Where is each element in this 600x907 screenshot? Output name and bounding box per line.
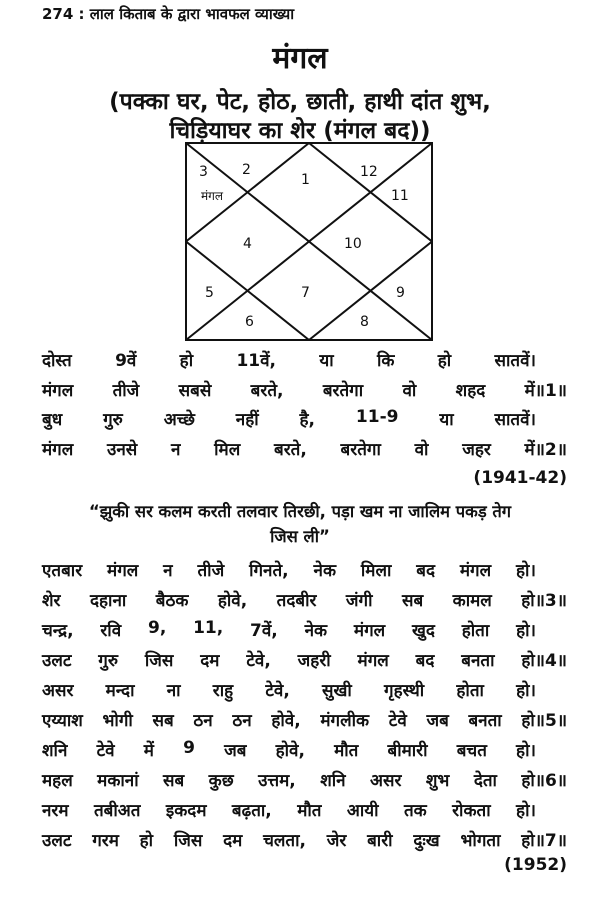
house-1: 1 [301,172,310,188]
verse-word: राहु [212,681,234,701]
verse-word: तबीअत [93,801,141,821]
verse-word: या [319,351,334,371]
verse-word: हो॥5॥ [521,711,567,731]
verse-word: सब [401,591,424,611]
verse-word: हो। [516,561,536,581]
verse-word: हो। [516,681,536,701]
verse-line [42,738,536,761]
house-12: 12 [360,164,378,180]
verse-word: बद [415,651,435,671]
verse-word: बीमारी [387,741,428,761]
verse-word: हो [139,831,154,851]
verse-word: नहीं [235,410,259,430]
verse-word: मिला [360,561,392,581]
verse-line [42,648,567,671]
page-title: मंगल [272,41,328,76]
house-10: 10 [344,236,362,252]
verse-word: गिनते, [249,561,289,581]
verse-word: जहर [462,439,491,460]
verse-word: नेक [304,621,328,641]
verse-word: तक [403,801,427,821]
verse-word: वो [402,380,417,401]
verse-word: ना [166,681,181,701]
verse-word: दम [200,651,220,671]
verse-word: जंगी [345,591,373,611]
house-5: 5 [205,285,214,301]
verse-word: नेक [313,561,337,581]
verse-word: जब [426,711,449,731]
verse-word: बनता [468,711,502,731]
verse-word: भोगता [460,831,501,851]
verse-word: गरम [92,831,119,851]
verse-word: हो॥7॥ [521,831,567,851]
house-8: 8 [360,314,369,330]
verse-word: सातवें। [494,410,536,430]
verse-word: हो। [516,741,536,761]
verse-word: शेर [42,591,61,611]
verse-word: होवे, [275,741,305,761]
verse-word: उनसे [107,439,138,460]
subtitle-line-2: चिड़ियाघर का शेर (मंगल बद)) [169,118,431,144]
verse-word: 9वें [115,351,137,371]
verse-word: शनि [320,771,346,791]
verse-word: रोकता [452,801,491,821]
verse-line [42,348,536,371]
verse-word: 7वें, [250,621,278,641]
verse-word: होता [461,621,490,641]
verse-word: गृहस्थी [384,681,425,701]
verse-line [42,798,536,821]
verse-word: मंगल [459,561,492,581]
verse-word: बचत [456,741,487,761]
house-9: 9 [396,285,405,301]
house-6: 6 [245,314,254,330]
verse-word: बरते, [250,380,284,401]
verse-word: होता [456,681,484,701]
verse-word: मंगल [42,380,74,401]
verse-word: नरम [42,801,69,821]
verse-word: अच्छे [163,410,195,430]
verse-word: मंगल [353,621,386,641]
verse-word: आयी [346,801,379,821]
verse-line [42,708,567,731]
verse-word: दहाना [89,591,127,611]
verse-word: इकदम [165,801,207,821]
verse-line [42,558,536,581]
verse-word: टेवे, [246,651,271,671]
verse-word: खुद [411,621,435,641]
verse-word: 11, [193,618,224,638]
verse-word: जब [224,741,247,761]
verse-word: 11वें, [236,351,277,371]
verse-word: मिल [214,439,241,460]
verse-word: मौत [297,801,322,821]
verse-word: तीजे [197,561,225,581]
verse-word: जिस [144,651,174,671]
verse-word: है, [299,410,316,430]
verse-word: रवि [100,621,122,641]
verse-word: जिस [173,831,203,851]
year-1941-42: (1941-42) [473,468,567,488]
verse-word: सबसे [178,380,212,401]
verse-word: हो [437,351,452,371]
verse-word: बनता [461,651,495,671]
verse-word: बरतेगा [322,380,364,401]
verse-word: होवे, [217,591,248,611]
house-3: 3 [199,164,208,180]
verse-word: सुखी [322,681,352,701]
verse-word: दम [223,831,243,851]
verse-word: टेवे, [265,681,290,701]
verse-word: मौत [334,741,359,761]
verse-word: महल [42,771,73,791]
verse-word: चलता, [263,831,306,851]
verse-line [42,407,536,430]
verse-word: या [439,410,454,430]
verse-word: टेवे [388,711,407,731]
verse-word: होवे, [271,711,301,731]
horoscope-chart [185,142,433,341]
verse-line [42,828,567,851]
verse-word: कि [376,351,395,371]
verse-word: गुरु [98,651,119,671]
verse-word: मकानां [97,771,139,791]
verse-word: 9, [147,618,167,638]
verse-word: टेवे [96,741,115,761]
running-header: 274 : लाल किताब के द्वारा भावफल व्याख्या [42,5,295,23]
verse-word: में॥2॥ [524,439,567,460]
verse-word: न [163,561,173,581]
verse-line [42,588,567,611]
verse-word: बैठक [155,591,189,611]
verse-word: बुध [42,410,63,430]
verse-word: मंगल [42,439,74,460]
verse-word: हो॥3॥ [521,591,567,611]
verse-word: बढ़ता, [231,801,272,821]
verse-word: हो [179,351,194,371]
verse-word: सातवें। [494,351,536,371]
verse-word: न [170,439,181,460]
verse-word: तीजे [112,380,140,401]
verse-word: शनि [42,741,68,761]
verse-word: गुरु [103,410,123,430]
verse-word: बारी [367,831,393,851]
house-4: 4 [243,236,252,252]
verse-line [42,618,536,641]
verse-word: मंगलीक [320,711,370,731]
verse-word: में॥1॥ [524,380,567,401]
verse-word: 11-9 [355,407,399,427]
verse-word: में [143,741,154,761]
verse-word: उत्तम, [258,771,296,791]
verse-word: ठन [193,711,213,731]
house-11: 11 [391,188,409,204]
quote-line-2: जिस ली” [270,527,330,546]
verse-word: बरते, [274,439,307,460]
subtitle-line-1: (पक्का घर, पेट, होठ, छाती, हाथी दांत शुभ, [109,89,491,115]
verse-word: वो [414,439,429,460]
planet-mars-label: मंगल [201,189,224,203]
verse-word: एय्याश [42,711,83,731]
verse-word: शुभ [425,771,450,791]
verse-word: मन्दा [105,681,135,701]
verse-word: चन्द्र, [42,621,74,641]
verse-word: असर [370,771,402,791]
verse-word: 9 [183,738,195,758]
verse-word: दुःख [413,831,440,851]
verse-word: मंगल [107,561,139,581]
quote-line-1: “झुकी सर कलम करती तलवार तिरछी, पड़ा खम ना जालिम पकड़ तेग [88,502,512,521]
verse-word: हो। [516,621,536,641]
verse-line [42,678,536,701]
year-1952: (1952) [504,855,567,875]
verse-word: मंगल [357,651,389,671]
verse-word: शहद [455,380,486,401]
verse-word: दोस्त [42,351,72,371]
verse-word: बद [416,561,435,581]
verse-word: तदबीर [276,591,317,611]
verse-word: जेर [326,831,347,851]
verse-line [42,437,567,460]
verse-word: असर [42,681,74,701]
verse-word: उलट [42,651,72,671]
verse-word: एतबार [42,561,83,581]
house-2: 2 [242,162,251,178]
verse-line [42,768,567,791]
verse-word: कामल [452,591,492,611]
verse-word: बरतेगा [340,439,381,460]
verse-word: हो। [516,801,536,821]
verse-word: उलट [42,831,72,851]
verse-word: हो॥6॥ [521,771,567,791]
verse-word: भोगी [102,711,133,731]
verse-word: देता [473,771,497,791]
house-7: 7 [301,285,310,301]
verse-word: हो॥4॥ [521,651,567,671]
verse-line [42,378,567,401]
verse-word: ठन [232,711,252,731]
verse-word: जहरी [297,651,331,671]
verse-word: कुछ [208,771,234,791]
verse-word: सब [152,711,174,731]
verse-word: सब [163,771,185,791]
